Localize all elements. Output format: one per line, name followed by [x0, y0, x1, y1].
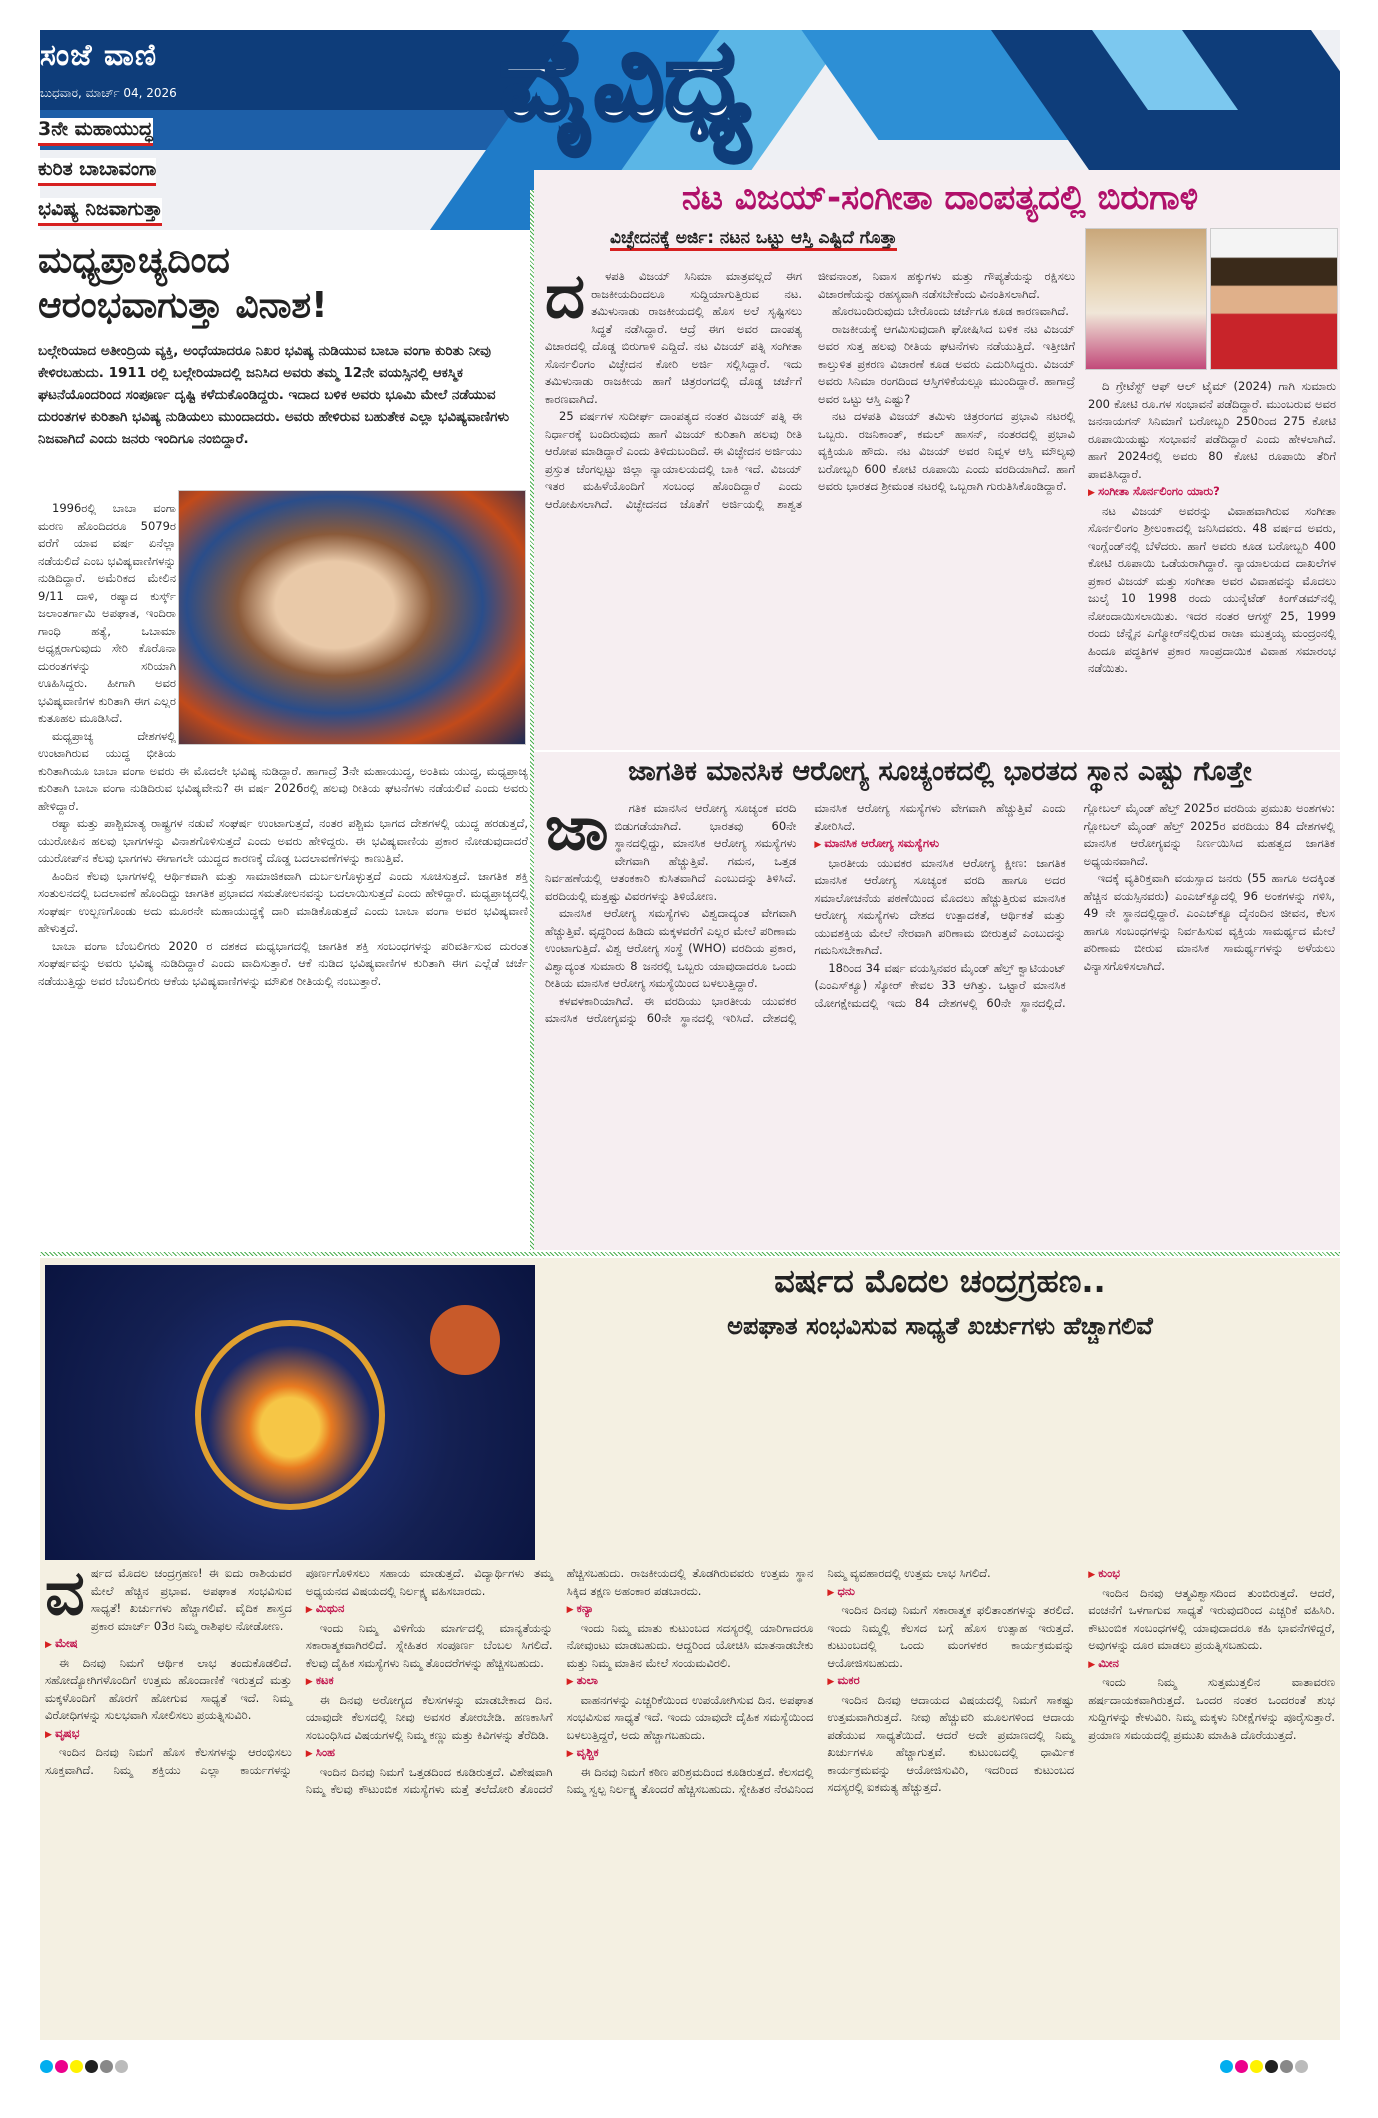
paragraph: ಭಾರತೀಯ ಯುವಕರ ಮಾನಸಿಕ ಆರೋಗ್ಯ ಕ್ಷೀಣ: ಜಾಗತಿಕ ಮಾನಸಿಕ ಆರೋಗ್ಯ ಸೂಚ್ಯಂಕ ವರದಿ ಹಾಗೂ ಅದರ ಸಮಾಲೋಚನೆಯ ಪಠಣೆಯಿಂದ ಮೊದಲು ಹೆಚ್ಚುತ್ತಿರುವ ಮಾನಸಿಕ ಆರೋಗ್ಯ ಸಮಸ್ಯೆಗಳು ದೇಶದ ಉತ್ಪಾದಕತೆ, ಆರ್ಥಿಕತೆ ಮತ್ತು ಯುವಶಕ್ತಿಯ ಮೇಲೆ ನೇರವಾಗಿ ಪರಿಣಾಮ ಬೀರುತ್ತವೆ ಎಂಬುದನ್ನು ಗಮನಿಸಬೇಕಾಗಿದೆ. [814, 855, 1066, 957]
sign-heading: ▶ ಸಿಂಹ [306, 1744, 553, 1764]
drop-cap: ಜಾ [545, 800, 609, 864]
drop-cap: ದ [545, 268, 586, 332]
couple-photo-1 [1085, 228, 1207, 370]
paragraph: ರಷ್ಯಾ ಮತ್ತು ಪಾಶ್ಚಿಮಾತ್ಯ ರಾಷ್ಟ್ರಗಳ ನಡುವೆ ಸಂಘರ್ಷ ಉಂಟಾಗುತ್ತದೆ, ನಂತರ ಪಶ್ಚಿಮ ಭಾಗದ ದೇಶಗಳಲ್ಲಿ ಯುದ್ಧ ಹರಡುತ್ತದೆ, ಯುರೋಪಿನ ಹಲವು ಭಾಗಗಳನ್ನು ವಿನಾಶಗೊಳಿಸುತ್ತದೆ ಎಂದು ಅವರು ಹೇಳಿದ್ದರು. ಈ ಭವಿಷ್ಯವಾಣಿಯ ಪ್ರಕಾರ ನೋಡುವುದಾದರೆ ಯುರೋಪ್‌ನ ಕೆಲವು ಭಾಗಗಳು ಈಗಾಗಲೇ ಯುದ್ಧದ ಕಾರಣಕ್ಕೆ ದೊಡ್ಡ ಬದಲಾವಣೆಗಳನ್ನು ಕಾಣುತ್ತಿವೆ. [38, 816, 528, 865]
sign-heading: ▶ ಮೀನ [1088, 1655, 1335, 1675]
mental-health-headline: ಜಾಗತಿಕ ಮಾನಸಿಕ ಆರೋಗ್ಯ ಸೂಚ್ಯಂಕದಲ್ಲಿ ಭಾರತದ ಸ್ಥಾನ ಎಷ್ಟು ಗೊತ್ತೇ [628, 756, 1252, 787]
paragraph: ಇಂದು ನಿಮ್ಮ ವಿಳಿಗೆಯ ಮಾರ್ಗದಲ್ಲಿ ಮಾನ್ಯತೆಯನ್ನು ಸಕಾರಾತ್ಮಕವಾಗಿರಲಿದೆ. ಸ್ನೇಹಿತರ ಸಂಪೂರ್ಣ ಬೆಂಬಲ ಸಿಗಲಿದೆ. ಕೆಲವು ದೈಹಿಕ ಸಮಸ್ಯೆಗಳು ನಿಮ್ಮ ತೊಂದರೆಗಳನ್ನು ಹೆಚ್ಚಿಸಬಹುದು. [305, 1620, 553, 1670]
vijay-subheadline: ವಿಚ್ಛೇದನಕ್ಕೆ ಅರ್ಜಿ: ನಟನ ಒಟ್ಟು ಆಸ್ತಿ ಎಷ್ಟಿದೆ ಗೊತ್ತಾ [610, 228, 897, 251]
paragraph: ಬಾಬಾ ವಂಗಾ ಬೆಂಬಲಿಗರು 2020 ರ ದಶಕದ ಮಧ್ಯಭಾಗದಲ್ಲಿ ಜಾಗತಿಕ ಶಕ್ತಿ ಸಂಬಂಧಗಳನ್ನು ಪರಿವರ್ತಿಸುವ ದುರಂತ ಸಂಘರ್ಷವನ್ನು ಅವರು ಭವಿಷ್ಯ ನುಡಿದಿದ್ದಾರೆ ಎಂದು ವಾದಿಸುತ್ತಾರೆ. ಆಕೆ ನುಡಿದ ಭವಿಷ್ಯವಾಣಿಗಳ ಕುರಿತಾಗಿ ಈಗ ಎಲ್ಲೆಡೆ ಚರ್ಚೆ ನಡೆಯುತ್ತಿದ್ದು ಅವರ ಬೆಂಬಲಿಗರು ಆಕೆಯ ಭವಿಷ್ಯವಾಣಿಗಳನ್ನು ಮೌಖಿಕ ರೀತಿಯಲ್ಲಿ ನಂಬುತ್ತಾರೆ. [38, 938, 528, 988]
kicker-line: 3ನೇ ಮಹಾಯುದ್ಧ [38, 118, 153, 146]
issue-date: ಬುಧವಾರ, ಮಾರ್ಚ್ 04, 2026 [40, 86, 177, 100]
paragraph: ನಟ ದಳಪತಿ ವಿಜಯ್ ತಮಿಳು ಚಿತ್ರರಂಗದ ಪ್ರಭಾವಿ ನಟರಲ್ಲಿ ಒಬ್ಬರು. ರಜನಿಕಾಂತ್, ಕಮಲ್ ಹಾಸನ್, ನಂತರದಲ್ಲಿ ಪ್ರಭಾವಿ ವ್ಯಕ್ತಿಯೂ ಹೌದು. ನಟ ವಿಜಯ್ ಅವರ ನಿವ್ವಳ ಆಸ್ತಿ ಮೌಲ್ಯವು ಬರೋಬ್ಬರಿ 600 ಕೋಟಿ ರೂಪಾಯಿ ಎಂದು ವರದಿಯಾಗಿದೆ. ಹಾಗೆ ಅವರು ಭಾರತದ ಶ್ರೀಮಂತ ನಟರಲ್ಲಿ ಒಬ್ಬರಾಗಿ ಗುರುತಿಸಿಕೊಂಡಿದ್ದಾರೆ. [818, 409, 1075, 493]
eclipse-headline: ವರ್ಷದ ಮೊದಲ ಚಂದ್ರಗ್ರಹಣ.. [774, 1262, 1106, 1300]
paragraph: ಹಿಂದಿನ ಕೆಲವು ಭಾಗಗಳಲ್ಲಿ ಆರ್ಥಿಕವಾಗಿ ಮತ್ತು ಸಾಮಾಜಿಕವಾಗಿ ದುರ್ಬಲಗೊಳ್ಳುತ್ತದೆ ಎಂದು ಸೂಚಿಸುತ್ತದೆ. ಜಾಗತಿಕ ಶಕ್ತಿ ಸಂತುಲನದಲ್ಲಿ ಬದಲಾವಣೆ ಹೊಂದಿದ್ದು ಜಾಗತಿಕ ಪ್ರಭಾವದ ಸಮತೋಲನವನ್ನು ಬದಲಾಯಿಸುತ್ತದೆ ಎಂದು ಹೇಳಿದ್ದಾರೆ. ಮಧ್ಯಪ್ರಾಚ್ಯದಲ್ಲಿ ಸಂಘರ್ಷ ಉಲ್ಬಣಗೊಂಡು ಅದು ಮೂರನೇ ಮಹಾಯುದ್ಧಕ್ಕೆ ದಾರಿ ಮಾಡಿಕೊಡುತ್ತದೆ ಎಂದು ಬಾಬಾ ವಂಗಾ ಅವರ ಭವಿಷ್ಯವಾಣಿ ಹೇಳುತ್ತದೆ. [38, 868, 528, 935]
paragraph: ಕಳವಳಕಾರಿಯಾಗಿದೆ. ಈ ವರದಿಯು ಭಾರತೀಯ ಯುವಕರ ಮಾನಸಿಕ ಆರೋಗ್ಯವನ್ನು 60ನೇ ಸ್ಥಾನದಲ್ಲಿ ಇರಿಸಿದೆ. ದೇಶದಲ್ಲಿ ಮಾನಸಿಕ ಆರೋಗ್ಯ ಸಮಸ್ಯೆಗಳು ವೇಗವಾಗಿ ಹೆಚ್ಚುತ್ತಿವೆ ಎಂದು ತೋರಿಸಿದೆ. [545, 801, 1066, 1025]
registration-marks-left [40, 2058, 130, 2077]
zodiac-wheel-image [45, 1265, 535, 1560]
paragraph: ಇಂದಿನ ದಿನವು ನಿಮಗೆ ಒತ್ತಡದಿಂದ ಕೂಡಿರುತ್ತದೆ. ವಿಶೇಷವಾಗಿ ನಿಮ್ಮ ಕೆಲವು ಕೌಟುಂಬಿಕ ಸಮಸ್ಯೆಗಳು ಮತ್ತೆ ತಲೆದೋರಿ ತೊಂದರೆ ಹೆಚ್ಚಿಸಬಹುದು. ರಾಜಕೀಯದಲ್ಲಿ ತೊಡಗಿರುವವರು ಉತ್ತಮ ಸ್ಥಾನ ಸಿಕ್ಕಿದ ತಕ್ಷಣ ಅಹಂಕಾರ ಪಡಬಾರದು. [305, 1566, 814, 1796]
paragraph: ಹೊರಬಂದಿರುವುದು ಬೇರೊಂದು ಚರ್ಚೆಗೂ ಕೂಡ ಕಾರಣವಾಗಿದೆ. [832, 304, 1069, 318]
paragraph: ಗತಿಕ ಮಾನಸಿನ ಆರೋಗ್ಯ ಸೂಚ್ಯಂಕ ವರದಿ ಬಿಡುಗಡೆಯಾಗಿದೆ. ಭಾರತವು 60ನೇ ಸ್ಥಾನದಲ್ಲಿದ್ದು, ಮಾನಸಿಕ ಆರೋಗ್ಯ ಸಮಸ್ಯೆಗಳು ವೇಗವಾಗಿ ಹೆಚ್ಚುತ್ತಿವೆ. ಗಮನ, ಒತ್ತಡ ನಿರ್ವಹಣೆಯಲ್ಲಿ ಆತಂಕಕಾರಿ ಕುಸಿತವಾಗಿದೆ ಎಂಬುದನ್ನು ತಿಳಿಸಿದೆ. ವರದಿಯಲ್ಲಿ ಮತ್ತಷ್ಟು ವಿವರಗಳನ್ನು ತಿಳಿಯೋಣ. [545, 801, 797, 903]
vijay-body [545, 268, 1075, 743]
paragraph: ಈ ದಿನವು ನಿಮಗೆ ಆರ್ಥಿಕ ಲಾಭ ತಂದುಕೊಡಲಿದೆ. ಸಹೋದ್ಯೋಗಿಗಳೊಂದಿಗೆ ಉತ್ತಮ ಹೊಂದಾಣಿಕೆ ಇರುತ್ತದೆ ಮತ್ತು ಮಕ್ಕಳೊಂದಿಗೆ ಹೊರಗೆ ಹೋಗುವ ಸಾಧ್ಯತೆ ಇದೆ. ನಿಮ್ಮ ವಿರೋಧಿಗಳನ್ನು ಸುಲಭವಾಗಿ ಸೋಲಿಸಲು ಪ್ರಯತ್ನಿಸುವಿರಿ. [45, 1655, 292, 1722]
headline-line: ಮಧ್ಯಪ್ರಾಚ್ಯದಿಂದ [38, 240, 230, 281]
paragraph: ಈ ದಿನವು ಅರೋಗ್ಯದ ಕೆಲಸಗಳನ್ನು ಮಾಡಬೇಕಾದ ದಿನ. ಯಾವುದೇ ಕೆಲಸದಲ್ಲಿ ನೀವು ಅವಸರ ತೋರಬೇಡಿ. ಹಣಕಾಸಿಗೆ ಸಂಬಂಧಿಸಿದ ವಿಷಯಗಳಲ್ಲಿ ನಿಮ್ಮ ಕಣ್ಣು ಮತ್ತು ಕಿವಿಗಳನ್ನು ತೆರೆದಿಡಿ. [305, 1692, 553, 1742]
paragraph: ಇಂದು ನಿಮ್ಮ ಮಾತು ಕುಟುಂಬದ ಸದಸ್ಯರಲ್ಲಿ ಯಾರಿಗಾದರೂ ನೋವುಂಟು ಮಾಡಬಹುದು. ಆದ್ದರಿಂದ ಯೋಚಿಸಿ ಮಾತನಾಡಬೇಕು ಮತ್ತು ನಿಮ್ಮ ಮಾತಿನ ಮೇಲೆ ಸಂಯಮವಿರಲಿ. [566, 1620, 814, 1670]
subheading: ▶ ಮಾನಸಿಕ ಆರೋಗ್ಯ ಸಮಸ್ಯೆಗಳು [814, 835, 1065, 855]
kicker-line: ಭವಿಷ್ಯ ನಿಜವಾಗುತ್ತಾ [38, 198, 162, 226]
lead-headline [38, 238, 528, 328]
paragraph: ಳಪತಿ ವಿಜಯ್ ಸಿನಿಮಾ ಮಾತ್ರವಲ್ಲದೆ ಈಗ ರಾಜಕೀಯದಿಂದಲೂ ಸುದ್ದಿಯಾಗುತ್ತಿರುವ ನಟ. ತಮಿಳುನಾಡು ರಾಜಕೀಯದಲ್ಲಿ ಹೊಸ ಅಲೆ ಸೃಷ್ಟಿಸಲು ಸಿದ್ಧತೆ ನಡೆಸಿದ್ದಾರೆ. ಆದ್ರೆ ಈಗ ಅವರ ದಾಂಪತ್ಯ ವಿಚಾರದಲ್ಲಿ ದೊಡ್ಡ ಬಿರುಗಾಳಿ ಎದ್ದಿದೆ. ನಟ ವಿಜಯ್ ಪತ್ನಿ ಸಂಗೀತಾ ಸೊರ್ನಲಿಂಗಂ ವಿಚ್ಛೇದನ ಕೋರಿ ಅರ್ಜಿ ಸಲ್ಲಿಸಿದ್ದಾರೆ. ಇದು ತಮಿಳುನಾಡು ರಾಜಕೀಯ ಹಾಗೆ ಚಿತ್ರರಂಗದಲ್ಲಿ ದೊಡ್ಡ ಚರ್ಚೆಗೆ ಕಾರಣವಾಗಿದೆ. [545, 269, 802, 406]
sign-heading: ▶ ವೃಷಭ [45, 1725, 292, 1745]
sign-heading: ▶ ತುಲಾ [567, 1672, 814, 1692]
paragraph: ಇಂದಿನ ದಿನವು ನಿಮಗೆ ಸಕಾರಾತ್ಮಕ ಫಲಿತಾಂಶಗಳನ್ನು ತರಲಿದೆ. ಇಂದು ನಿಮ್ಮಲ್ಲಿ ಕೆಲಸದ ಬಗ್ಗೆ ಹೊಸ ಉತ್ಸಾಹ ಇರುತ್ತದೆ. ಕುಟುಂಬದಲ್ಲಿ ಒಂದು ಮಂಗಳಕರ ಕಾರ್ಯಕ್ರಮವನ್ನು ಆಯೋಜಿಸಬಹುದು. [827, 1603, 1075, 1670]
sign-heading: ▶ ಧನು [827, 1583, 1074, 1603]
paragraph: ದಿ ಗ್ರೇಟೆಸ್ಟ್ ಆಫ್ ಆಲ್ ಟೈಮ್ (2024) ಗಾಗಿ ಸುಮಾರು 200 ಕೋಟಿ ರೂ.ಗಳ ಸಂಭಾವನೆ ಪಡೆದಿದ್ದಾರೆ. ಮುಂಬರುವ ಅವರ ಜನನಾಯಗನ್ ಸಿನಿಮಾಗೆ ಬರೋಬ್ಬರಿ 250ರಿಂದ 275 ಕೋಟಿ ರೂಪಾಯಿಯಷ್ಟು ಸಂಭಾವನೆ ಪಡೆದಿದ್ದಾರೆ ಎಂದು ಹೇಳಲಾಗಿದೆ. ಹಾಗೆ 2024ರಲ್ಲಿ ಅವರು 80 ಕೋಟಿ ರೂಪಾಯಿ ತೆರಿಗೆ ಪಾವತಿಸಿದ್ದಾರೆ. [1088, 379, 1336, 481]
sign-heading: ▶ ಕನ್ಯಾ [567, 1600, 814, 1620]
section-divider [40, 1252, 1340, 1256]
subheading: ▶ ಸಂಗೀತಾ ಸೊರ್ನಲಿಂಗಂ ಯಾರು? [1088, 483, 1336, 503]
lead-body [38, 500, 528, 1245]
paragraph: ಇಂದಿನ ದಿನವು ಆತ್ಮವಿಶ್ವಾಸದಿಂದ ತುಂಬಿರುತ್ತದೆ. ಆದರೆ, ವಂಚನೆಗೆ ಒಳಗಾಗುವ ಸಾಧ್ಯತೆ ಇರುವುದರಿಂದ ಎಚ್ಚರಿಕೆ ವಹಿಸಿರಿ. ಕೌಟುಂಬಿಕ ಸಂಬಂಧಗಳಲ್ಲಿ ಯಾವುದಾದರೂ ಕಹಿ ಭಾವನೆಗಳಿದ್ದರೆ, ಅವುಗಳನ್ನು ದೂರ ಮಾಡಲು ಪ್ರಯತ್ನಿಸಬಹುದು. [1088, 1585, 1335, 1652]
sign-heading: ▶ ಕಟಕ [306, 1672, 553, 1692]
headline-line: ಆರಂಭವಾಗುತ್ತಾ ವಿನಾಶ! [38, 285, 328, 326]
vijay-headline: ನಟ ವಿಜಯ್-ಸಂಗೀತಾ ದಾಂಪತ್ಯದಲ್ಲಿ ಬಿರುಗಾಳಿ [681, 178, 1199, 218]
paragraph: ಮಧ್ಯಪ್ರಾಚ್ಯ ದೇಶಗಳಲ್ಲಿ ಉಂಟಾಗಿರುವ ಯುದ್ಧ ಭೀತಿಯ ಕುರಿತಾಗಿಯೂ ಬಾಬಾ ವಂಗಾ ಅವರು ಈ ಮೊದಲೇ ಭವಿಷ್ಯ ನುಡಿದ್ದಾರೆ. ಹಾಗಾದ್ರೆ 3ನೇ ಮಹಾಯುದ್ಧ, ಅಂತಿಮ ಯುದ್ಧ, ಮಧ್ಯಪ್ರಾಚ್ಯ ಕುರಿತಾಗಿ ಬಾಬಾ ವಂಗಾ ನುಡಿದಿರುವ ಭವಿಷ್ಯವೇನು? ಈ ವರ್ಷ 2026ರಲ್ಲಿ ಹಲವು ರೀತಿಯ ಘಟನೆಗಳು ನಡೆಯಲಿವೆ ಎಂದು ಅವರು ಹೇಳಿದ್ದಾರೆ. [38, 728, 528, 813]
paragraph: 1996ರಲ್ಲಿ ಬಾಬಾ ವಂಗಾ ಮರಣ ಹೊಂದಿದರೂ 5079ರ ವರೆಗೆ ಯಾವ ವರ್ಷ ಏನೆಲ್ಲಾ ನಡೆಯಲಿದೆ ಎಂಬ ಭವಿಷ್ಯವಾಣಿಗಳನ್ನು ನುಡಿದಿದ್ದಾರೆ. ಅಮೆರಿಕದ ಮೇಲಿನ 9/11 ದಾಳಿ, ರಷ್ಯಾದ ಕುರ್ಸ್ಕ್ ಜಲಾಂತರ್ಗಾಮಿ ಅಪಘಾತ, ಇಂದಿರಾ ಗಾಂಧಿ ಹತ್ಯೆ, ಒಬಾಮಾ ಅಧ್ಯಕ್ಷರಾಗುವುದು ಸೇರಿ ಕೊರೊನಾ ದುರಂತಗಳನ್ನು ಸರಿಯಾಗಿ ಊಹಿಸಿದ್ದರು. ಹೀಗಾಗಿ ಅವರ ಭವಿಷ್ಯವಾಣಿಗಳ ಕುರಿತಾಗಿ ಈಗ ಎಲ್ಲರ ಕುತೂಹಲ ಮೂಡಿಸಿದೆ. [38, 501, 176, 725]
section-title: ವೈವಿಧ್ಯ [500, 16, 751, 144]
sign-heading: ▶ ಮಕರ [827, 1672, 1074, 1692]
registration-marks-right [1220, 2058, 1310, 2077]
paragraph: ವಾಹನಗಳನ್ನು ಎಚ್ಚರಿಕೆಯಿಂದ ಉಪಯೋಗಿಸುವ ದಿನ. ಅಪಘಾತ ಸಂಭವಿಸುವ ಸಾಧ್ಯತೆ ಇದೆ. ಇಂದು ಯಾವುದೇ ದೈಹಿಕ ಸಮಸ್ಯೆಯಿಂದ ಬಳಲುತ್ತಿದ್ದರೆ, ಅದು ಹೆಚ್ಚಾಗಬಹುದು. [566, 1692, 814, 1742]
kicker-line: ಕುರಿತ ಬಾಬಾವಂಗಾ [38, 158, 156, 186]
paragraph: 18ರಿಂದ 34 ವರ್ಷ ವಯಸ್ಸಿನವರ ಮೈಂಡ್ ಹೆಲ್ತ್ ಕ್ವಾಟಿಯಂಟ್ (ಎಂಎಸ್‌ಕ್ಯೂ) ಸ್ಕೋರ್ ಕೇವಲ 33 ಆಗಿತ್ತು. ಒಟ್ಟಾರೆ ಮಾನಸಿಕ ಯೋಗಕ್ಷೇಮದಲ್ಲಿ ಇದು 84 ದೇಶಗಳಲ್ಲಿ 60ನೇ ಸ್ಥಾನದಲ್ಲಿದೆ. ಗ್ಲೋಬಲ್ ಮೈಂಡ್ ಹೆಲ್ತ್ 2025ರ ವರದಿಯ ಪ್ರಮುಖ ಅಂಶಗಳು: ಗ್ಲೋಬಲ್ ಮೈಂಡ್ ಹೆಲ್ತ್ 2025ರ ವರದಿಯು 84 ದೇಶಗಳಲ್ಲಿ ಮಾನಸಿಕ ಆರೋಗ್ಯವನ್ನು ನಿರ್ಣಯಿಸಿದ ಮಹತ್ವದ ಜಾಗತಿಕ ಅಧ್ಯಯನವಾಗಿದೆ. [814, 801, 1335, 1010]
paragraph: ಈ ದಿನವು ನಿಮಗೆ ಕಠಿಣ ಪರಿಶ್ರಮದಿಂದ ಕೂಡಿರುತ್ತದೆ. ಕೆಲಸದಲ್ಲಿ ನಿಮ್ಮ ಸ್ವಲ್ಪ ನಿರ್ಲಕ್ಷ್ಯ ತೊಂದರೆ ಹೆಚ್ಚಿಸಬಹುದು. ಸ್ನೇಹಿತರ ನೆರವಿನಿಂದ ನಿಮ್ಮ ವ್ಯವಹಾರದಲ್ಲಿ ಉತ್ತಮ ಲಾಭ ಸಿಗಲಿದೆ. [566, 1566, 991, 1796]
newspaper-logo: ಸಂಜೆ ವಾಣಿ [40, 38, 158, 73]
paragraph: ಇಂದಿನ ದಿನವು ನಿಮಗೆ ಹೊಸ ಕೆಲಸಗಳನ್ನು ಆರಂಭಿಸಲು ಸೂಕ್ತವಾಗಿದೆ. ನಿಮ್ಮ ಶಕ್ತಿಯು ಎಲ್ಲಾ ಕಾರ್ಯಗಳನ್ನು ಪೂರ್ಣಗೊಳಿಸಲು ಸಹಾಯ ಮಾಡುತ್ತದೆ. ವಿದ್ಯಾರ್ಥಿಗಳು ತಮ್ಮ ಅಧ್ಯಯನದ ವಿಷಯದಲ್ಲಿ ನಿರ್ಲಕ್ಷ್ಯ ವಹಿಸಬಾರದು. [45, 1566, 553, 1777]
paragraph: ಇಂದು ನಿಮ್ಮ ಸುತ್ತಮುತ್ತಲಿನ ವಾತಾವರಣ ಹರ್ಷದಾಯಕವಾಗಿರುತ್ತದೆ. ಒಂದರ ನಂತರ ಒಂದರಂತೆ ಶುಭ ಸುದ್ದಿಗಳನ್ನು ಕೇಳುವಿರಿ. ನಿಮ್ಮ ಮಕ್ಕಳು ನಿರೀಕ್ಷೆಗಳನ್ನು ಪೂರೈಸುತ್ತಾರೆ. ಪ್ರಯಾಣ ಸಮಯದಲ್ಲಿ ಪ್ರಮುಖ ಮಾಹಿತಿ ದೊರೆಯುತ್ತದೆ. [1088, 1675, 1335, 1742]
paragraph: ರಾಜಕೀಯಕ್ಕೆ ಆಗಮಿಸುವುದಾಗಿ ಘೋಷಿಸಿದ ಬಳಿಕ ನಟ ವಿಜಯ್ ಅವರ ಸುತ್ತ ಹಲವು ರೀತಿಯ ಘಟನೆಗಳು ನಡೆಯುತ್ತಿದೆ. ಇತ್ತೀಚಿಗೆ ಕಾಲ್ತುಳಿತ ಪ್ರಕರಣ ವಿಚಾರಣೆ ಕೂಡ ಅವರು ಎದುರಿಸಿದ್ದರು. ವಿಜಯ್ ಅವರು ಸಿನಿಮಾ ರಂಗದಿಂದ ಆಸ್ತಿಗಳಿಕೆಯಲ್ಲೂ ಮುಂದಿದ್ದಾರೆ. ಹಾಗಾದ್ರೆ ಅವರ ಒಟ್ಟು ಆಸ್ತಿ ಎಷ್ಟು? [818, 321, 1075, 406]
mental-health-body [545, 800, 1335, 1245]
horoscope-body [45, 1565, 1335, 2035]
paragraph: ನಟ ವಿಜಯ್ ಅವರನ್ನು ವಿವಾಹವಾಗಿರುವ ಸಂಗೀತಾ ಸೊರ್ನಲಿಂಗಂ ಶ್ರೀಲಂಕಾದಲ್ಲಿ ಜನಿಸಿದವರು. 48 ವರ್ಷದ ಅವರು, ಇಂಗ್ಲೆಂಡ್‌ನಲ್ಲಿ ಬೆಳೆದರು. ಹಾಗೆ ಅವರು ಕೂಡ ಬರೋಬ್ಬರಿ 400 ಕೋಟಿ ರೂಪಾಯಿ ಒಡೆಯರಾಗಿದ್ದಾರೆ. ನ್ಯಾಯಾಲಯದ ದಾಖಲೆಗಳ ಪ್ರಕಾರ ವಿಜಯ್ ಮತ್ತು ಸಂಗೀತಾ ಅವರ ವಿವಾಹವನ್ನು ಮೊದಲು ಜುಲೈ 10 1998 ರಂದು ಯುನೈಟೆಡ್ ಕಿಂಗ್‌ಡಮ್‌ನಲ್ಲಿ ನೋಂದಾಯಿಸಲಾಯಿತು. ಇದರ ನಂತರ ಆಗಸ್ಟ್ 25, 1999 ರಂದು ಚೆನ್ನೈನ ಎಗ್ಮೋರ್‌ನಲ್ಲಿರುವ ರಾಜಾ ಮುತ್ತಯ್ಯ ಮಂದ್ರಂನಲ್ಲಿ ಹಿಂದೂ ಪದ್ಧತಿಗಳ ಪ್ರಕಾರ ಸಾಂಪ್ರದಾಯಿಕ ವಿವಾಹ ಸಮಾರಂಭ ನಡೆಯಿತು. [1088, 503, 1336, 675]
lead-intro: ಬಲ್ಗೇರಿಯಾದ ಅತೀಂದ್ರಿಯ ವ್ಯಕ್ತಿ, ಅಂಧೆಯಾದರೂ ನಿಖರ ಭವಿಷ್ಯ ನುಡಿಯುವ ಬಾಬಾ ವಂಗಾ ಕುರಿತು ನೀವು ಕೇಳಿರಬಹುದು. 1911 ರಲ್ಲಿ ಬಲ್ಗೇರಿಯಾದಲ್ಲಿ ಜನಿಸಿದ ಅವರು ತಮ್ಮ 12ನೇ ವಯಸ್ಸಿನಲ್ಲಿ ಆಕಸ್ಮಿಕ ಘಟನೆಯೊಂದರಿಂದ ಸಂಪೂರ್ಣ ದೃಷ್ಟಿ ಕಳೆದುಕೊಂಡಿದ್ದರು. ಇದಾದ ಬಳಿಕ ಅವರು ಭೂಮಿ ಮೇಲೆ ನಡೆಯುವ ದುರಂತಗಳ ಕುರಿತಾಗಿ ಭವಿಷ್ಯ ನುಡಿಯಲು ಮುಂದಾದರು. ಅವರು ಹೇಳಿರುವ ಬಹುತೇಕ ಎಲ್ಲಾ ಭವಿಷ್ಯವಾಣಿಗಳು ನಿಜವಾಗಿದೆ ಎಂದು ಜನರು ಇಂದಿಗೂ ನಂಬಿದ್ದಾರೆ. [38, 343, 510, 447]
paragraph: ಇದಕ್ಕೆ ವ್ಯತಿರಿಕ್ತವಾಗಿ ವಯಸ್ಸಾದ ಜನರು (55 ಹಾಗೂ ಅದಕ್ಕಿಂತ ಹೆಚ್ಚಿನ ವಯಸ್ಸಿನವರು) ಎಂಎಚ್‌ಕ್ಯೂದಲ್ಲಿ 96 ಅಂಕಗಳನ್ನು ಗಳಿಸಿ, 49 ನೇ ಸ್ಥಾನದಲ್ಲಿದ್ದಾರೆ. ಎಂಎಚ್‌ಕ್ಯೂ ದೈನಂದಿನ ಜೀವನ, ಕೆಲಸ ಹಾಗೂ ಸಂಬಂಧಗಳನ್ನು ನಿರ್ವಹಿಸುವ ವ್ಯಕ್ತಿಯ ಸಾಮರ್ಥ್ಯದ ಮೇಲೆ ಪರಿಣಾಮ ಬೀರುವ ಮಾನಸಿಕ ಸಾಮರ್ಥ್ಯಗಳನ್ನು ಅಳೆಯಲು ವಿನ್ಯಾಸಗೊಳಿಸಲಾಗಿದೆ. [1083, 871, 1335, 973]
paragraph: 25 ವರ್ಷಗಳ ಸುದೀರ್ಘ ದಾಂಪತ್ಯದ ನಂತರ ವಿಜಯ್ ಪತ್ನಿ ಈ ನಿರ್ಧಾರಕ್ಕೆ ಬಂದಿರುವುದು ಹಾಗೆ ವಿಜಯ್ ಕುರಿತಾಗಿ ಹಲವು ರೀತಿ ಆರೋಪ ಮಾಡಿದ್ದಾರೆ ಎಂದು ತಿಳಿದುಬಂದಿದೆ. ಈ ವಿಚ್ಛೇದನ ಅರ್ಜಿಯು ಪ್ರಸ್ತುತ ಚೆಂಗಲ್ಪಟ್ಟು ಜಿಲ್ಲಾ ನ್ಯಾಯಾಲಯದಲ್ಲಿ ಬಾಕಿ ಇದೆ. ವಿಜಯ್ ಇತರ ಮಹಿಳೆಯೊಂದಿಗೆ ಸಂಬಂಧ ಹೊಂದಿದ್ದಾರೆ ಎಂದು ಆರೋಪಿಸಲಾಗಿದೆ. ವಿಚ್ಛೇದನದ ಜೊತೆಗೆ ಅರ್ಜಿಯಲ್ಲಿ ಶಾಶ್ವತ ಜೀವನಾಂಶ, ನಿವಾಸ ಹಕ್ಕುಗಳು ಮತ್ತು ಗೌಪ್ಯತೆಯನ್ನು ರಕ್ಷಿಸಲು ವಿಚಾರಣೆಯನ್ನು ರಹಸ್ಯವಾಗಿ ನಡೆಸಬೇಕೆಂದು ವಿನಂತಿಸಲಾಗಿದೆ. [545, 269, 1075, 511]
sign-heading: ▶ ವೃಶ್ಚಿಕ [567, 1744, 814, 1764]
couple-photo-2 [1210, 228, 1338, 370]
sign-heading: ▶ ಮಿಥುನ [306, 1600, 553, 1620]
eclipse-intro: ರ್ಷದ ಮೊದಲ ಚಂದ್ರಗ್ರಹಣ! ಈ ಐದು ರಾಶಿಯವರ ಮೇಲೆ ಹೆಚ್ಚಿನ ಪ್ರಭಾವ. ಅಪಘಾತ ಸಂಭವಿಸುವ ಸಾಧ್ಯತೆ! ಖರ್ಚುಗಳು ಹೆಚ್ಚಾಗಲಿವೆ. ವೈದಿಕ ಶಾಸ್ತ್ರದ ಪ್ರಕಾರ ಮಾರ್ಚ್ 03ರ ನಿಮ್ಮ ರಾಶಿಫಲ ನೋಡೋಣ. [90, 1566, 292, 1633]
vijay-side-body [1088, 378, 1336, 743]
sign-heading: ▶ ಮೇಷ [45, 1635, 292, 1655]
drop-cap: ವ [45, 1565, 85, 1629]
eclipse-subheadline: ಅಪಘಾತ ಸಂಭವಿಸುವ ಸಾಧ್ಯತೆ ಖರ್ಚುಗಳು ಹೆಚ್ಚಾಗಲಿವೆ [727, 1312, 1153, 1340]
paragraph: ಇಂದಿನ ದಿನವು ಆದಾಯದ ವಿಷಯದಲ್ಲಿ ನಿಮಗೆ ಸಾಕಷ್ಟು ಉತ್ತಮವಾಗಿರುತ್ತದೆ. ನೀವು ಹೆಚ್ಚುವರಿ ಮೂಲಗಳಿಂದ ಆದಾಯ ಪಡೆಯುವ ಸಾಧ್ಯತೆಯಿದೆ. ಆದರೆ ಅದೇ ಪ್ರಮಾಣದಲ್ಲಿ ನಿಮ್ಮ ಖರ್ಚುಗಳೂ ಹೆಚ್ಚಾಗುತ್ತವೆ. ಕುಟುಂಬದಲ್ಲಿ ಧಾರ್ಮಿಕ ಕಾರ್ಯಕ್ರಮವನ್ನು ಆಯೋಜಿಸುವಿರಿ, ಇದರಿಂದ ಕುಟುಂಬದ ಸದಸ್ಯರಲ್ಲಿ ಐಕಮತ್ಯ ಹೆಚ್ಚುತ್ತದೆ. [827, 1692, 1075, 1794]
paragraph: ಮಾನಸಿಕ ಆರೋಗ್ಯ ಸಮಸ್ಯೆಗಳು ವಿಶ್ವದಾದ್ಯಂತ ವೇಗವಾಗಿ ಹೆಚ್ಚುತ್ತಿವೆ. ವೃದ್ಧರಿಂದ ಹಿಡಿದು ಮಕ್ಕಳವರೆಗೆ ಎಲ್ಲರ ಮೇಲೆ ಪರಿಣಾಮ ಉಂಟಾಗುತ್ತಿದೆ. ವಿಶ್ವ ಆರೋಗ್ಯ ಸಂಸ್ಥೆ (WHO) ವರದಿಯ ಪ್ರಕಾರ, ವಿಶ್ವಾದ್ಯಂತ ಸುಮಾರು 8 ಜನರಲ್ಲಿ ಒಬ್ಬರು ಯಾವುದಾದರೂ ಒಂದು ರೀತಿಯ ಮಾನಸಿಕ ಆರೋಗ್ಯ ಸಮಸ್ಯೆಯಿಂದ ಬಳಲುತ್ತಿದ್ದಾರೆ. [545, 906, 797, 990]
sign-heading: ▶ ಕುಂಭ [1088, 1565, 1335, 1585]
